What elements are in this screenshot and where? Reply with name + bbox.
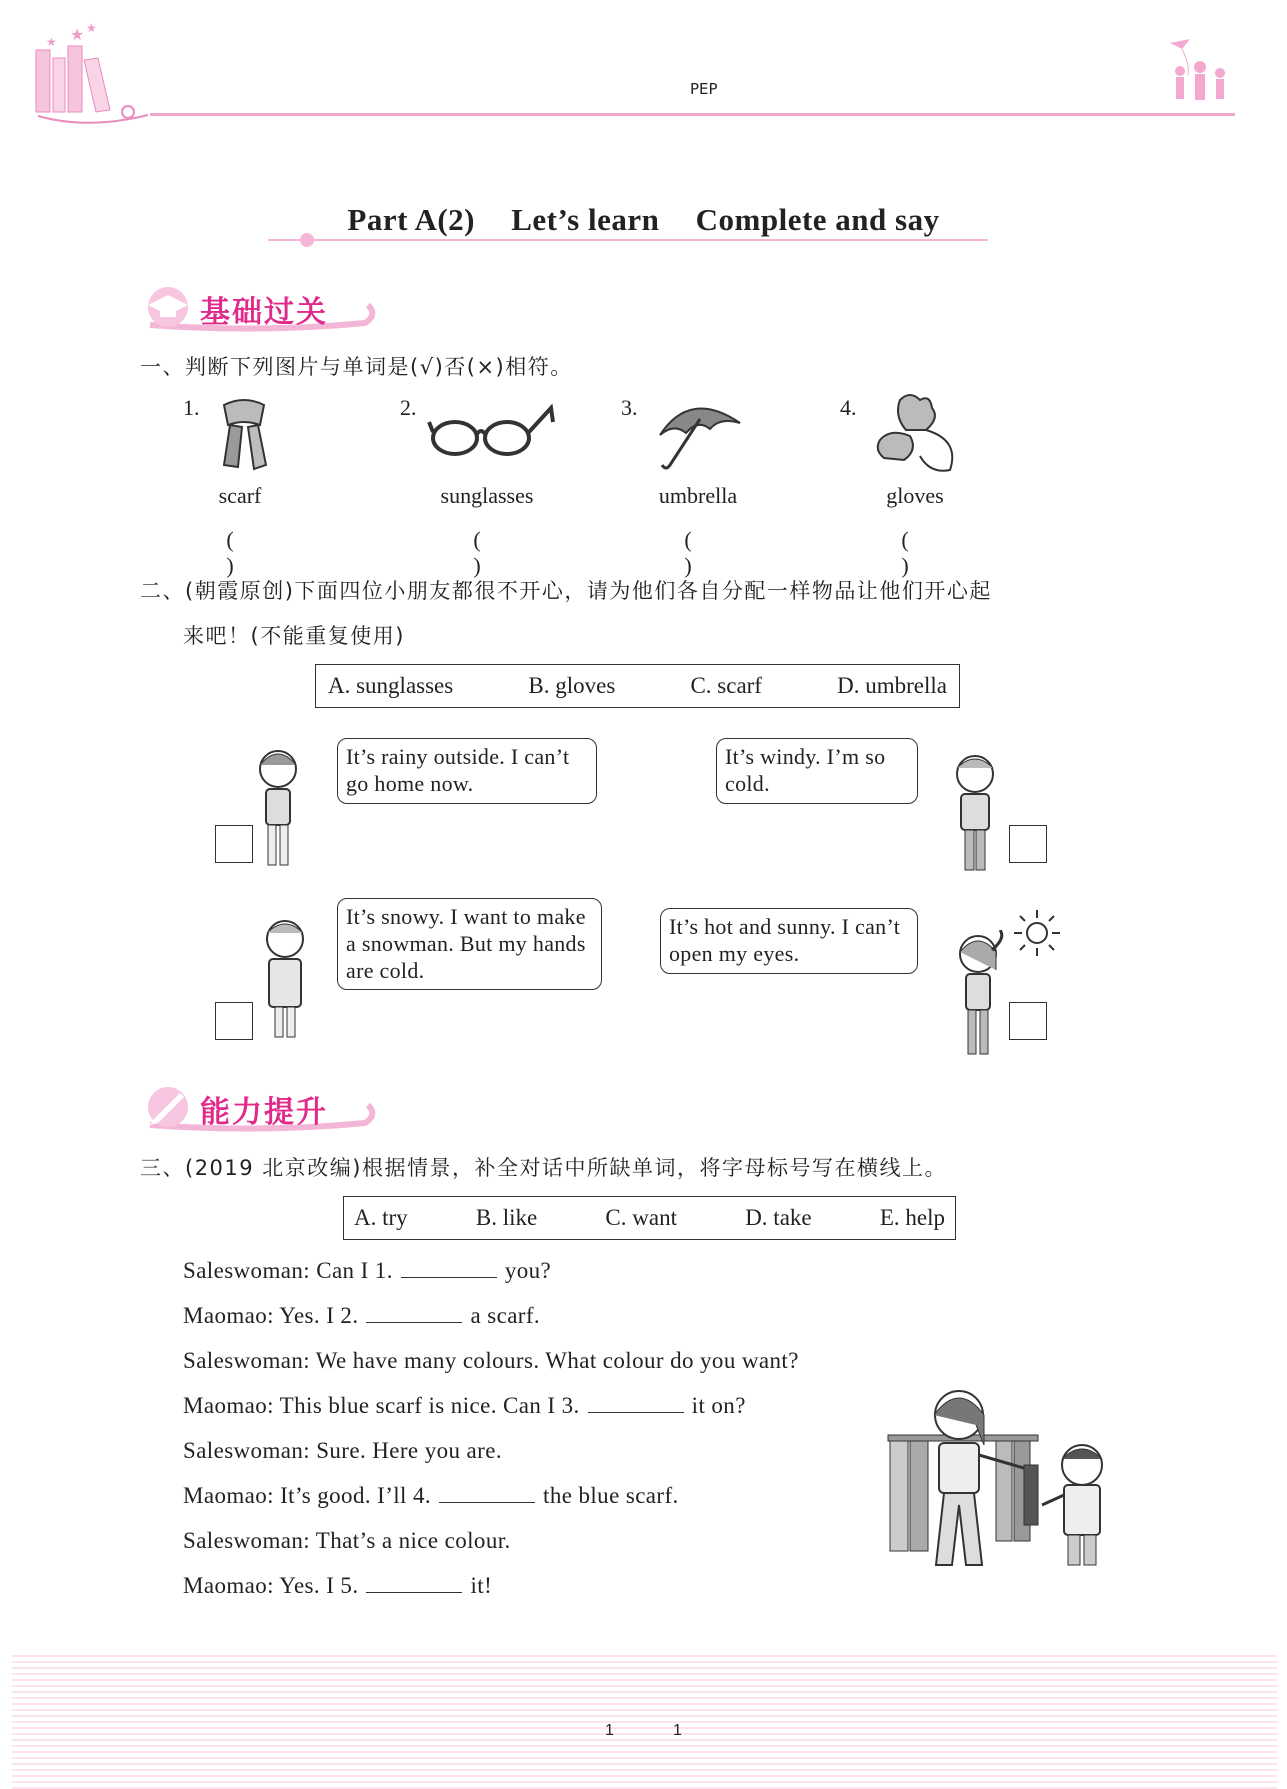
q1-word-1: scarf: [218, 483, 262, 508]
title-underline: [268, 239, 988, 241]
q1-num-1: 1.: [183, 395, 200, 420]
q1-word-4: gloves: [886, 483, 944, 508]
q1-word-2: sunglasses: [440, 483, 534, 508]
answer-box-3[interactable]: [215, 1002, 253, 1040]
dialogue-line-3: [183, 1348, 799, 1374]
dialogue-line-1: [183, 1258, 551, 1284]
q2-option-a: A. sunglasses: [328, 673, 454, 698]
girl-sunny-figure: [950, 930, 1010, 1060]
q2-options-box: [315, 664, 960, 708]
answer-box-2[interactable]: [1009, 825, 1047, 863]
dialogue-text: it on?: [691, 1393, 746, 1418]
footer-band: [12, 1655, 1277, 1789]
q3-option-b: B. like: [475, 1205, 538, 1230]
umbrella-icon: [650, 395, 750, 475]
svg-text:★: ★: [70, 27, 85, 44]
svg-text:★: ★: [86, 21, 97, 35]
blank-1[interactable]: [401, 1259, 497, 1278]
dialogue-line-4: [183, 1393, 746, 1419]
dialogue-text: Saleswoman: Can I 1.: [183, 1258, 393, 1283]
scarf-icon: [214, 395, 274, 475]
dialogue-line-8: [183, 1573, 492, 1599]
page-number-left: 1: [605, 1722, 614, 1739]
q1-word-3: umbrella: [658, 483, 738, 508]
section1-title: 基础过关: [200, 296, 328, 329]
section1-header: [140, 285, 380, 329]
q2-option-c: C. scarf: [690, 673, 762, 698]
dialogue-text: Maomao: This blue scarf is nice. Can I 3.: [183, 1393, 580, 1418]
section2-header: [140, 1085, 380, 1129]
page-number-right: 1: [673, 1722, 682, 1739]
header-line: [150, 113, 1235, 116]
q3-options-box: [343, 1196, 956, 1240]
q3-option-c: C. want: [605, 1205, 677, 1230]
sunglasses-icon: [425, 400, 555, 460]
dialogue-text: a scarf.: [470, 1303, 541, 1328]
q1-paren-3[interactable]: ( ): [684, 527, 722, 578]
gloves-icon: [870, 390, 970, 480]
q2-instruction-line2: 来吧！(不能重复使用): [183, 624, 405, 648]
blank-3[interactable]: [588, 1394, 684, 1413]
q3-option-a: A. try: [354, 1205, 408, 1230]
dialogue-text: Maomao: Yes. I 2.: [183, 1303, 359, 1328]
dialogue-line-7: [183, 1528, 511, 1554]
answer-box-4[interactable]: [1009, 1002, 1047, 1040]
dialogue-text: Saleswoman: We have many colours. What colour do you want?: [183, 1348, 799, 1373]
title-complete: Complete and say: [695, 202, 940, 237]
section2-title: 能力提升: [200, 1096, 328, 1129]
sun-icon: [1012, 908, 1062, 958]
dialogue-text: Saleswoman: Sure. Here you are.: [183, 1438, 502, 1463]
q2-instruction-line1: 二、(朝霞原创)下面四位小朋友都很不开心，请为他们各自分配一样物品让他们开心起: [140, 579, 992, 603]
blank-2[interactable]: [366, 1304, 462, 1323]
page-title: [0, 202, 1287, 238]
dialogue-text: Maomao: It’s good. I’ll 4.: [183, 1483, 432, 1508]
dialogue-line-5: [183, 1438, 502, 1464]
q2-option-d: D. umbrella: [837, 673, 947, 698]
bubble-snowy: It’s snowy. I want to make a snowman. But my hands are cold.: [337, 898, 602, 990]
bubble-sunny: It’s hot and sunny. I can’t open my eyes.: [660, 908, 918, 974]
q1-instruction: 一、判断下列图片与单词是(√)否(×)相符。: [140, 355, 573, 379]
boy-windy-figure: [945, 750, 1005, 880]
dialogue-text: the blue scarf.: [543, 1483, 679, 1508]
kid-snowy-figure: [255, 915, 315, 1045]
bubble-windy: It’s windy. I’m so cold.: [716, 738, 918, 804]
q1-num-3: 3.: [621, 395, 638, 420]
q1-paren-2[interactable]: ( ): [473, 527, 511, 578]
dialogue-line-6: [183, 1483, 679, 1509]
q1-paren-4[interactable]: ( ): [901, 527, 939, 578]
title-learn: Let’s learn: [511, 202, 660, 237]
blank-4[interactable]: [439, 1484, 535, 1503]
svg-text:★: ★: [46, 35, 57, 49]
q3-option-e: E. help: [879, 1205, 945, 1230]
dialogue-text: it!: [470, 1573, 493, 1598]
q1-paren-1[interactable]: ( ): [226, 527, 264, 578]
girl-rainy-figure: [248, 745, 308, 875]
blank-5[interactable]: [366, 1574, 462, 1593]
q3-option-d: D. take: [745, 1205, 812, 1230]
q3-instruction: 三、(2019 北京改编)根据情景，补全对话中所缺单词，将字母标号写在横线上。: [140, 1156, 948, 1180]
title-dot: [300, 233, 314, 247]
dialogue-line-2: [183, 1303, 540, 1329]
dialogue-text: Saleswoman: That’s a nice colour.: [183, 1528, 511, 1553]
shop-scene-illustration: [884, 1385, 1114, 1570]
header-kids-icon: [1160, 35, 1240, 115]
q1-num-2: 2.: [400, 395, 417, 420]
dialogue-text: you?: [504, 1258, 552, 1283]
dialogue-text: Maomao: Yes. I 5.: [183, 1573, 359, 1598]
q2-option-b: B. gloves: [528, 673, 616, 698]
title-part: Part A(2): [347, 202, 475, 237]
header-logo: [28, 20, 158, 130]
bubble-rainy: It’s rainy outside. I can’t go home now.: [337, 738, 597, 804]
q1-num-4: 4.: [840, 395, 857, 420]
header-label: PEP: [690, 80, 718, 98]
answer-box-1[interactable]: [215, 825, 253, 863]
